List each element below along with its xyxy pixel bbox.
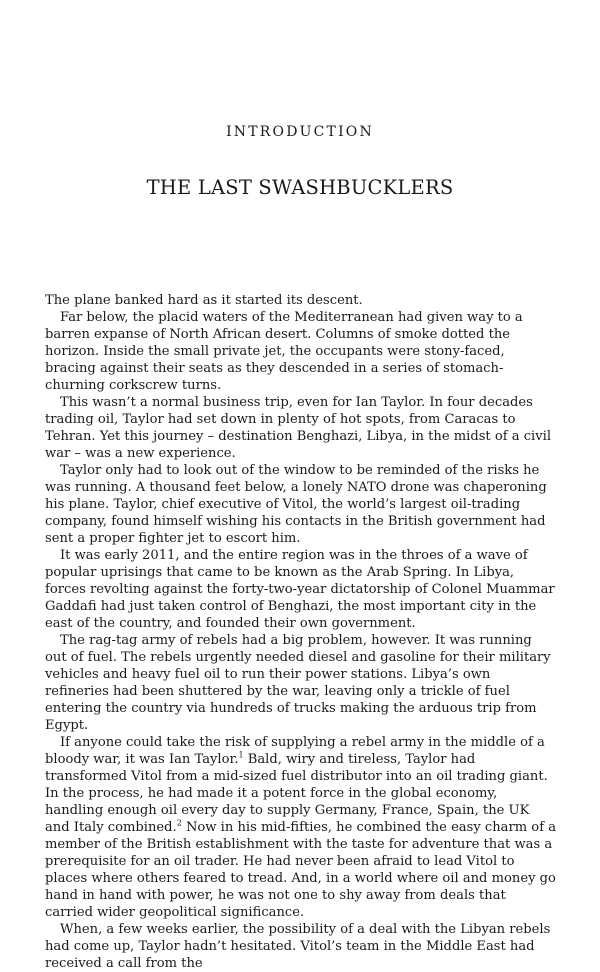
paragraph-7-part-c: Now in his mid-fifties, he combined the easy charm of a member of the British establishment with the taste for adventure that was a prerequisite for an oil trader. He had never been afraid to lead Vitol to places where others feared to tread. And, in a world where oil and money go hand in hand with power, he was not one to shy away from deals that carried wider geopolitical significance. [45, 820, 557, 920]
paragraph-4: Taylor only had to look out of the window to be reminded of the risks he was running. A thousand feet below, a lonely NATO drone was chaperoning his plane. Taylor, chief executive of Vitol, the world’s largest oil-trading company, found himself wishing his contacts in the British government had sent a proper fighter jet to escort him. [45, 463, 547, 546]
paragraph-5: It was early 2011, and the entire region was in the throes of a wave of popular uprisings that came to be known as the Arab Spring. In Libya, forces revolting against the forty-two-year dictatorship of Colonel Muammar Gaddafi had just taken control of Benghazi, the most important city in the east of the country, and founded their own government. [45, 548, 555, 631]
chapter-title: THE LAST SWASHBUCKLERS [146, 176, 454, 199]
chapter-label: INTRODUCTION [226, 124, 374, 140]
footnote-ref-2[interactable]: 2 [176, 818, 182, 828]
paragraph-1: The plane banked hard as it started its descent. [45, 293, 363, 308]
paragraph-8: When, a few weeks earlier, the possibility of a deal with the Libyan rebels had come up, Taylor hadn’t hesitated. Vitol’s team in the Middle East had received a call from the [45, 922, 551, 971]
paragraph-3: This wasn’t a normal business trip, even for Ian Taylor. In four decades trading oil, Taylor had set down in plenty of hot spots, from Caracas to Tehran. Yet this journey – destination Benghazi, Libya, in the midst of a civil war – was a new experience. [45, 395, 552, 461]
paragraph-2: Far below, the placid waters of the Mediterranean had given way to a barren expanse of North African desert. Columns of smoke dotted the horizon. Inside the small private jet, the occupants were stony-faced, bracing against their seats as they descended in a series of stomach-churning corkscrew turns. [45, 310, 523, 393]
paragraph-7 [45, 734, 557, 921]
footnote-ref-1[interactable]: 1 [238, 750, 244, 760]
paragraph-7-part-a: If anyone could take the risk of supplying a rebel army in the middle of a bloody war, it was Ian Taylor. [45, 735, 545, 767]
paragraph-7-part-b: Bald, wiry and tireless, Taylor had transformed Vitol from a mid-sized fuel distributor into an oil trading giant. In the process, he had made it a potent force in the global economy, handling enough oil every day to supply Germany, France, Spain, the UK and Italy combined. [45, 752, 548, 835]
paragraph-6: The rag-tag army of rebels had a big problem, however. It was running out of fuel. The rebels urgently needed diesel and gasoline for their military vehicles and heavy fuel oil to run their power stations. Libya’s own refineries had been shuttered by the war, leaving only a trickle of fuel entering the country via hundreds of trucks making the arduous trip from Egypt. [45, 633, 551, 733]
body-text [45, 292, 557, 972]
